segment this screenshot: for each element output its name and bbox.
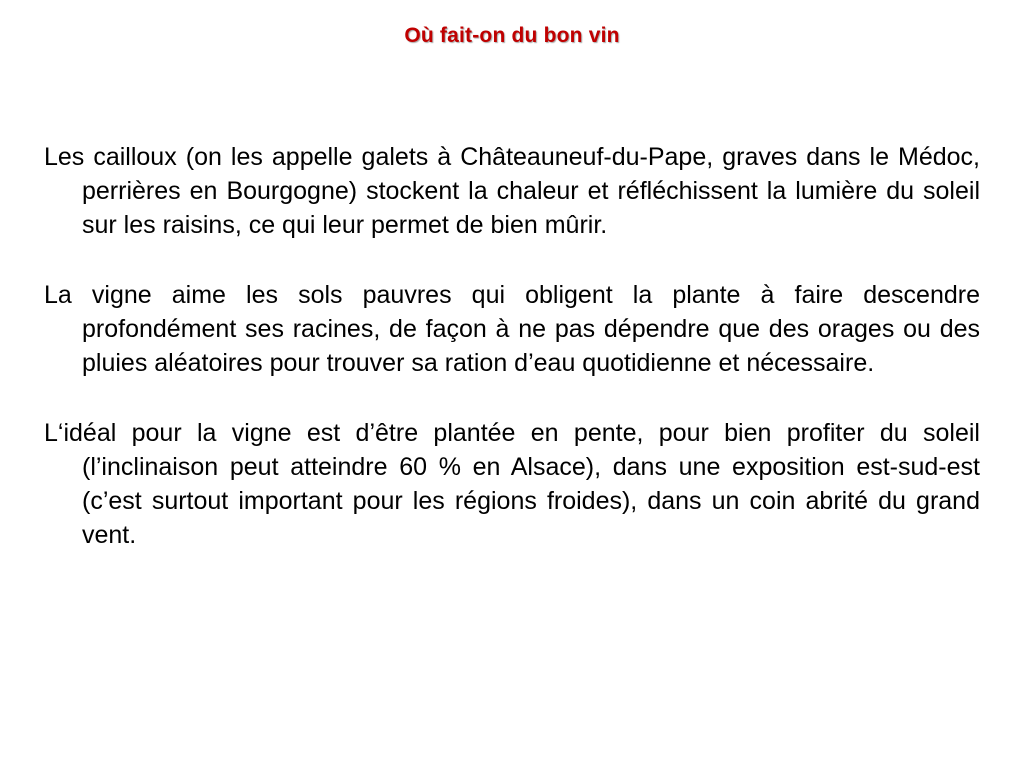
paragraph-sols-pauvres: La vigne aime les sols pauvres qui obligent la plante à faire descendre profondément ses racines, de façon à ne pas dépendre que des orages ou des pluies aléatoires pour trouver sa ration d’eau quotidienne et nécessaire. bbox=[44, 281, 980, 377]
paragraph-cailloux: Les cailloux (on les appelle galets à Châteauneuf-du-Pape, graves dans le Médoc, perrières en Bourgogne) stockent la chaleur et réfléchissent la lumière du soleil sur les raisins, ce qui leur permet de bien mûrir. bbox=[44, 143, 980, 239]
paragraph-ideal-pente: L‘idéal pour la vigne est d’être plantée en pente, pour bien profiter du soleil (l’inclinaison peut atteindre 60 % en Alsace), dans une exposition est-sud-est (c’est surtout important pour les régions froides), dans un coin abrité du grand vent. bbox=[44, 419, 980, 549]
slide-title: Où fait-on du bon vin bbox=[404, 24, 620, 47]
slide-body bbox=[44, 140, 980, 552]
